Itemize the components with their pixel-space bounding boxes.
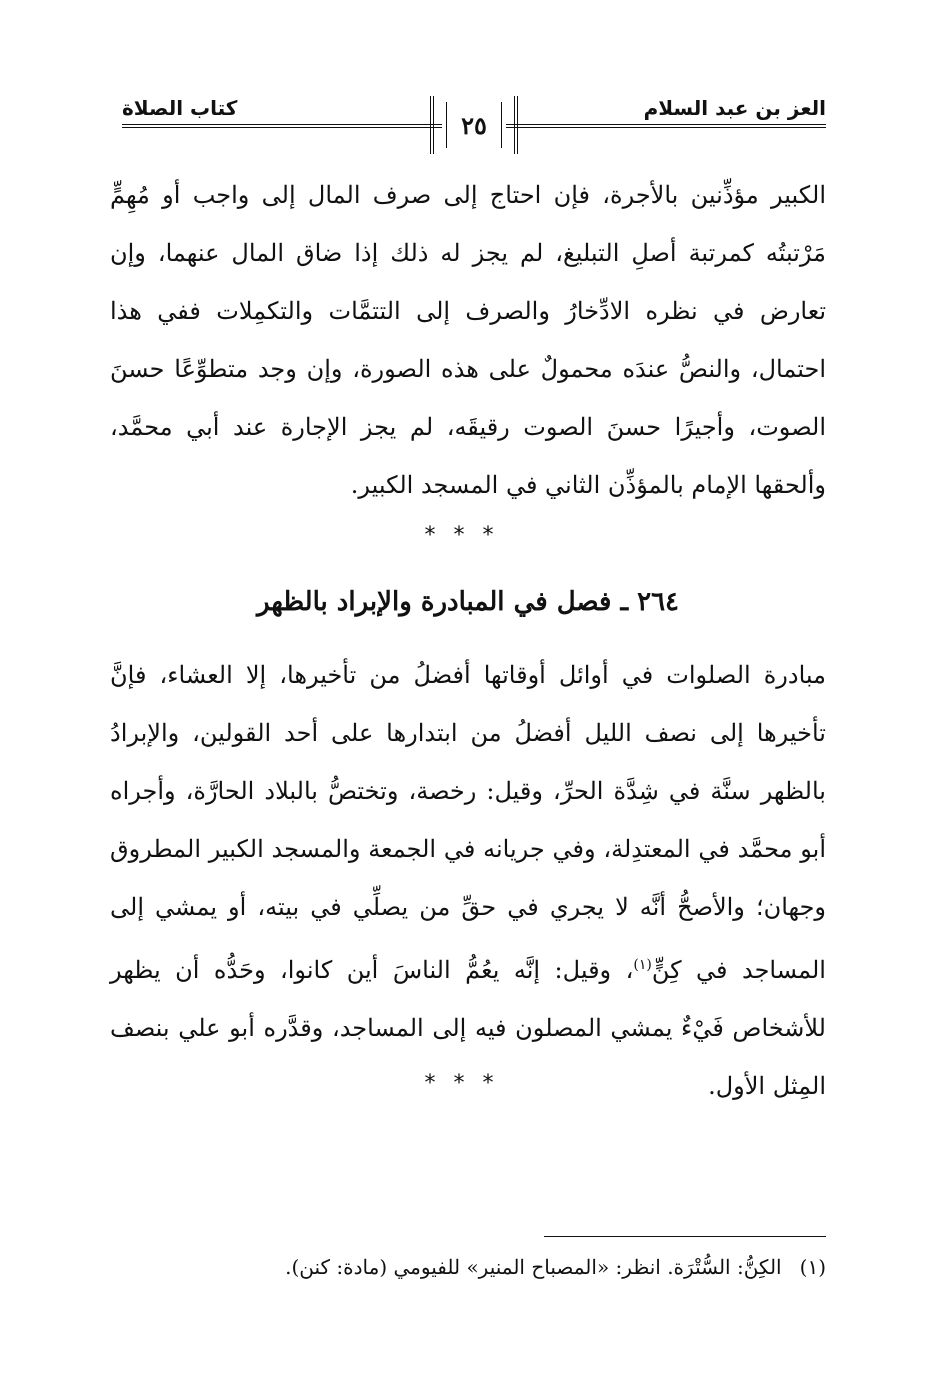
section-separator: ***: [424, 523, 512, 548]
footnote-reference[interactable]: (١): [633, 957, 652, 973]
paragraph-2-continuation: ، وقيل: إنَّه يعُمُّ الناسَ أين كانوا، وحَدُّه أن يظهر للأشخاص فَيْءٌ يمشي المصلون فيه إلى المساجد، وقدَّره أبو علي بنصف المِثل الأول.: [110, 956, 826, 1100]
footnote-text: الكِنُّ: السُّتْرَة. انظر: «المصباح المنير» للفيومي (مادة: كنن).: [285, 1255, 782, 1279]
section-separator: ***: [424, 1071, 512, 1096]
footnote-rule: [544, 1236, 826, 1237]
page-number: ٢٥: [446, 102, 502, 148]
running-head-author: العز بن عبد السلام: [643, 96, 826, 120]
footnote-number: (١): [799, 1255, 826, 1279]
paragraph-2-text: مبادرة الصلوات في أوائل أوقاتها أفضلُ من تأخيرها، إلا العشاء، فإنَّ تأخيرها إلى نصف الليل أفضلُ من ابتدارها على أحد القولين، والإبرادُ بالظهر سنَّة في شِدَّة الحرِّ، وقيل: رخصة، وتختصُّ بالبلاد الحارَّة، وأجراه أبو محمَّد في المعتدِلة، وفي جريانه في الجمعة والمسجد الكبير المطروق وجهان؛ والأصحُّ أنَّه لا يجري في حقِّ من يصلِّي في بيته، أو يمشي إلى المساجد في كِنٍّ: [110, 661, 826, 984]
page-number-frame: [430, 96, 518, 154]
footnote: [110, 1255, 826, 1279]
running-head-chapter: كتاب الصلاة: [122, 96, 238, 120]
header-rule-right: [506, 124, 826, 128]
section-heading: ٢٦٤ ـ فصل في المبادرة والإبراد بالظهر: [256, 587, 680, 617]
header-rule-left: [122, 124, 442, 128]
body-paragraph-2: [110, 646, 826, 1115]
body-paragraph-1: الكبير مؤذِّنين بالأجرة، فإن احتاج إلى صرف المال إلى واجب أو مُهِمٍّ مَرْتبتُه كمرتبة أصلِ التبليغ، لم يجز له ذلك إذا ضاق المال عنهما، وإن تعارض في نظره الادِّخارُ والصرف إلى التتمَّات والتكمِلات ففي هذا احتمال، والنصُّ عندَه محمولٌ على هذه الصورة، وإن وجد متطوِّعًا حسنَ الصوت، وأجيرًا حسنَ الصوت رقيقَه، لم يجز الإجارة عند أبي محمَّد، وألحقها الإمام بالمؤذِّن الثاني في المسجد الكبير.: [110, 181, 826, 499]
